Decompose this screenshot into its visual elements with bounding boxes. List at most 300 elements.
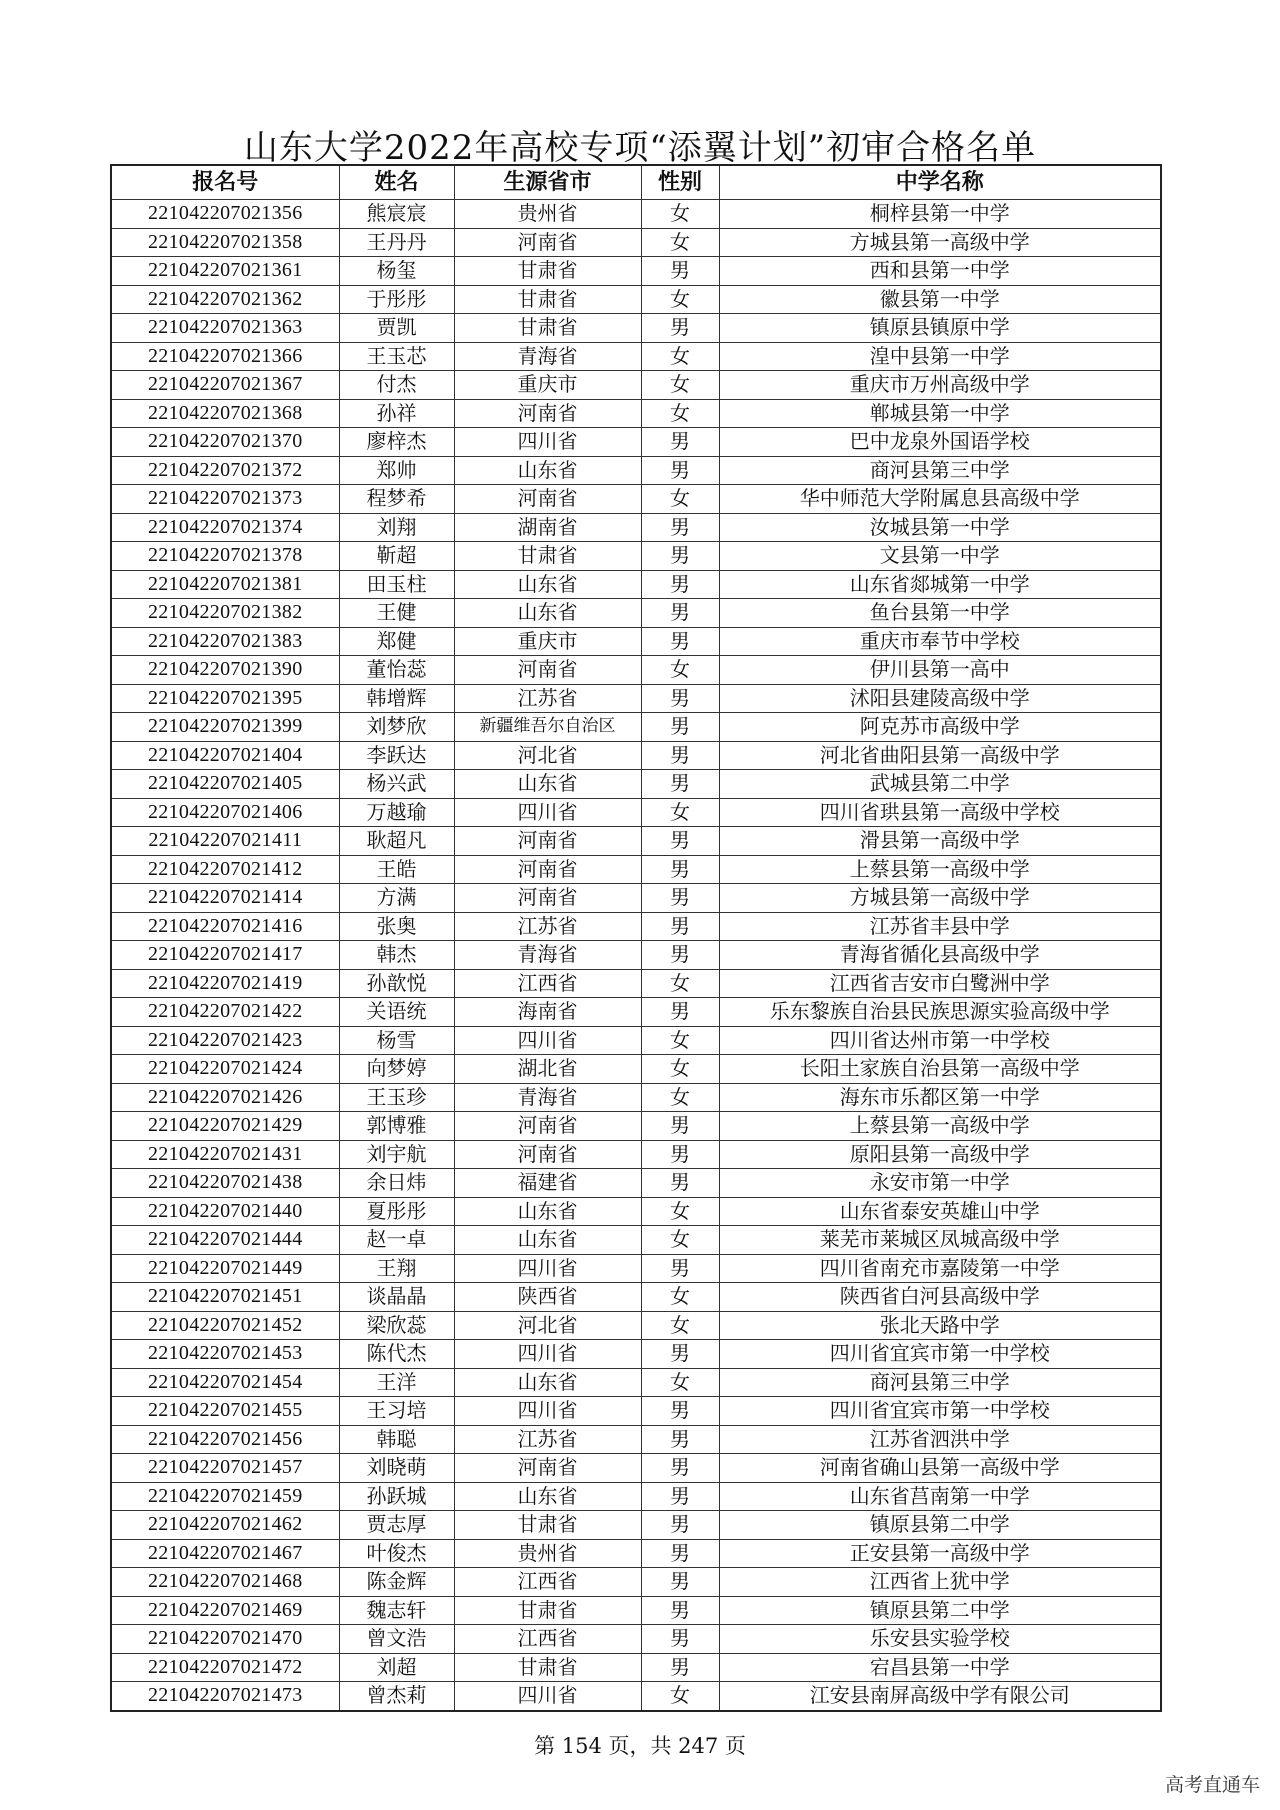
cell-province: 甘肃省	[454, 542, 641, 571]
table-row	[111, 1083, 1161, 1112]
cell-registration-number: 221042207021411	[111, 827, 339, 856]
cell-name: 向梦婷	[339, 1055, 454, 1084]
cell-school: 四川省宜宾市第一中学校	[719, 1340, 1161, 1369]
cell-province: 甘肃省	[454, 1653, 641, 1682]
cell-registration-number: 221042207021424	[111, 1055, 339, 1084]
cell-province: 新疆维吾尔自治区	[454, 713, 641, 742]
cell-gender: 男	[641, 1254, 719, 1283]
table-row	[111, 1140, 1161, 1169]
cell-gender: 男	[641, 1653, 719, 1682]
cell-name: 赵一卓	[339, 1226, 454, 1255]
table-row	[111, 969, 1161, 998]
cell-registration-number: 221042207021374	[111, 513, 339, 542]
cell-school: 江安县南屏高级中学有限公司	[719, 1682, 1161, 1711]
cell-registration-number: 221042207021416	[111, 912, 339, 941]
table-body	[111, 200, 1161, 1711]
cell-gender: 男	[641, 941, 719, 970]
cell-gender: 女	[641, 342, 719, 371]
table-row	[111, 1482, 1161, 1511]
table-row	[111, 1511, 1161, 1540]
cell-province: 河北省	[454, 741, 641, 770]
cell-school: 山东省莒南第一中学	[719, 1482, 1161, 1511]
cell-school: 武城县第二中学	[719, 770, 1161, 799]
table-row	[111, 371, 1161, 400]
cell-school: 重庆市奉节中学校	[719, 627, 1161, 656]
table-row	[111, 428, 1161, 457]
cell-gender: 男	[641, 713, 719, 742]
table-row	[111, 485, 1161, 514]
cell-province: 甘肃省	[454, 1596, 641, 1625]
cell-registration-number: 221042207021467	[111, 1539, 339, 1568]
cell-gender: 男	[641, 684, 719, 713]
cell-gender: 男	[641, 1539, 719, 1568]
cell-school: 原阳县第一高级中学	[719, 1140, 1161, 1169]
cell-province: 贵州省	[454, 1539, 641, 1568]
cell-province: 山东省	[454, 456, 641, 485]
cell-gender: 男	[641, 1112, 719, 1141]
cell-school: 上蔡县第一高级中学	[719, 1112, 1161, 1141]
cell-name: 刘超	[339, 1653, 454, 1682]
cell-province: 甘肃省	[454, 257, 641, 286]
cell-school: 重庆市万州高级中学	[719, 371, 1161, 400]
cell-school: 方城县第一高级中学	[719, 228, 1161, 257]
cell-name: 方满	[339, 884, 454, 913]
cell-school: 江西省上犹中学	[719, 1568, 1161, 1597]
cell-registration-number: 221042207021473	[111, 1682, 339, 1711]
cell-school: 镇原县第二中学	[719, 1511, 1161, 1540]
cell-gender: 男	[641, 1482, 719, 1511]
cell-province: 山东省	[454, 1482, 641, 1511]
cell-name: 廖梓杰	[339, 428, 454, 457]
cell-registration-number: 221042207021366	[111, 342, 339, 371]
table-row	[111, 1454, 1161, 1483]
cell-gender: 男	[641, 314, 719, 343]
cell-gender: 男	[641, 884, 719, 913]
cell-gender: 女	[641, 969, 719, 998]
table-row	[111, 1425, 1161, 1454]
table-row	[111, 1653, 1161, 1682]
table-row	[111, 513, 1161, 542]
cell-registration-number: 221042207021456	[111, 1425, 339, 1454]
table-row	[111, 855, 1161, 884]
column-header-registration-number: 报名号	[111, 165, 339, 200]
cell-school: 长阳土家族自治县第一高级中学	[719, 1055, 1161, 1084]
table-row	[111, 1340, 1161, 1369]
cell-gender: 女	[641, 1055, 719, 1084]
cell-school: 莱芜市莱城区凤城高级中学	[719, 1226, 1161, 1255]
cell-province: 江苏省	[454, 912, 641, 941]
cell-province: 山东省	[454, 1368, 641, 1397]
cell-name: 耿超凡	[339, 827, 454, 856]
column-header-gender: 性别	[641, 165, 719, 200]
cell-school: 永安市第一中学	[719, 1169, 1161, 1198]
column-header-province: 生源省市	[454, 165, 641, 200]
cell-school: 四川省珙县第一高级中学校	[719, 798, 1161, 827]
cell-name: 曾文浩	[339, 1625, 454, 1654]
cell-registration-number: 221042207021426	[111, 1083, 339, 1112]
cell-province: 山东省	[454, 770, 641, 799]
cell-school: 湟中县第一中学	[719, 342, 1161, 371]
table-row	[111, 656, 1161, 685]
cell-name: 曾杰莉	[339, 1682, 454, 1711]
cell-name: 张奥	[339, 912, 454, 941]
cell-gender: 女	[641, 1368, 719, 1397]
cell-registration-number: 221042207021373	[111, 485, 339, 514]
cell-province: 河南省	[454, 1140, 641, 1169]
cell-name: 杨雪	[339, 1026, 454, 1055]
cell-registration-number: 221042207021455	[111, 1397, 339, 1426]
cell-name: 孙跃城	[339, 1482, 454, 1511]
cell-registration-number: 221042207021361	[111, 257, 339, 286]
cell-gender: 男	[641, 542, 719, 571]
cell-name: 陈代杰	[339, 1340, 454, 1369]
cell-gender: 男	[641, 827, 719, 856]
cell-name: 谈晶晶	[339, 1283, 454, 1312]
cell-gender: 男	[641, 1425, 719, 1454]
cell-name: 付杰	[339, 371, 454, 400]
cell-school: 四川省南充市嘉陵第一中学	[719, 1254, 1161, 1283]
cell-province: 重庆市	[454, 627, 641, 656]
cell-registration-number: 221042207021422	[111, 998, 339, 1027]
cell-province: 河南省	[454, 855, 641, 884]
cell-registration-number: 221042207021414	[111, 884, 339, 913]
cell-province: 山东省	[454, 1226, 641, 1255]
table-row	[111, 713, 1161, 742]
cell-school: 商河县第三中学	[719, 1368, 1161, 1397]
table-row	[111, 798, 1161, 827]
cell-school: 滑县第一高级中学	[719, 827, 1161, 856]
cell-registration-number: 221042207021440	[111, 1197, 339, 1226]
cell-school: 镇原县第二中学	[719, 1596, 1161, 1625]
cell-name: 刘梦欣	[339, 713, 454, 742]
cell-registration-number: 221042207021390	[111, 656, 339, 685]
cell-gender: 男	[641, 770, 719, 799]
cell-gender: 女	[641, 399, 719, 428]
cell-gender: 女	[641, 1083, 719, 1112]
cell-registration-number: 221042207021438	[111, 1169, 339, 1198]
cell-registration-number: 221042207021431	[111, 1140, 339, 1169]
document-title: 山东大学2022年高校专项“添翼计划”初审合格名单	[243, 128, 1037, 168]
cell-school: 阿克苏市高级中学	[719, 713, 1161, 742]
cell-school: 方城县第一高级中学	[719, 884, 1161, 913]
cell-school: 正安县第一高级中学	[719, 1539, 1161, 1568]
cell-gender: 男	[641, 257, 719, 286]
cell-name: 王习培	[339, 1397, 454, 1426]
table-row	[111, 1397, 1161, 1426]
page-number-footer: 第 154 页，共 247 页	[534, 1734, 746, 1758]
cell-registration-number: 221042207021454	[111, 1368, 339, 1397]
cell-name: 靳超	[339, 542, 454, 571]
cell-school: 江苏省丰县中学	[719, 912, 1161, 941]
cell-registration-number: 221042207021462	[111, 1511, 339, 1540]
cell-school: 镇原县镇原中学	[719, 314, 1161, 343]
cell-school: 宕昌县第一中学	[719, 1653, 1161, 1682]
cell-province: 江西省	[454, 1625, 641, 1654]
cell-registration-number: 221042207021469	[111, 1596, 339, 1625]
table-row	[111, 1169, 1161, 1198]
column-header-name: 姓名	[339, 165, 454, 200]
cell-school: 鱼台县第一中学	[719, 599, 1161, 628]
cell-registration-number: 221042207021405	[111, 770, 339, 799]
table-row	[111, 1254, 1161, 1283]
cell-registration-number: 221042207021470	[111, 1625, 339, 1654]
table-row	[111, 1596, 1161, 1625]
cell-province: 湖北省	[454, 1055, 641, 1084]
cell-gender: 女	[641, 1197, 719, 1226]
cell-registration-number: 221042207021395	[111, 684, 339, 713]
cell-province: 河南省	[454, 827, 641, 856]
table-row	[111, 570, 1161, 599]
cell-province: 青海省	[454, 941, 641, 970]
cell-gender: 男	[641, 1454, 719, 1483]
cell-gender: 女	[641, 371, 719, 400]
cell-name: 贾凯	[339, 314, 454, 343]
cell-registration-number: 221042207021468	[111, 1568, 339, 1597]
cell-name: 郭博雅	[339, 1112, 454, 1141]
cell-gender: 男	[641, 741, 719, 770]
cell-name: 董怡蕊	[339, 656, 454, 685]
cell-gender: 男	[641, 1397, 719, 1426]
cell-school: 江西省吉安市白鹭洲中学	[719, 969, 1161, 998]
cell-school: 上蔡县第一高级中学	[719, 855, 1161, 884]
cell-province: 河南省	[454, 1112, 641, 1141]
cell-name: 程梦希	[339, 485, 454, 514]
cell-registration-number: 221042207021363	[111, 314, 339, 343]
cell-registration-number: 221042207021378	[111, 542, 339, 571]
cell-registration-number: 221042207021367	[111, 371, 339, 400]
cell-gender: 女	[641, 1283, 719, 1312]
cell-registration-number: 221042207021423	[111, 1026, 339, 1055]
cell-name: 王丹丹	[339, 228, 454, 257]
cell-province: 青海省	[454, 342, 641, 371]
table-row	[111, 1112, 1161, 1141]
cell-gender: 男	[641, 998, 719, 1027]
cell-province: 河南省	[454, 399, 641, 428]
cell-school: 文县第一中学	[719, 542, 1161, 571]
cell-name: 于彤彤	[339, 285, 454, 314]
cell-name: 王玉芯	[339, 342, 454, 371]
cell-name: 刘翔	[339, 513, 454, 542]
cell-registration-number: 221042207021382	[111, 599, 339, 628]
cell-name: 魏志轩	[339, 1596, 454, 1625]
cell-name: 王皓	[339, 855, 454, 884]
cell-school: 西和县第一中学	[719, 257, 1161, 286]
cell-gender: 女	[641, 485, 719, 514]
cell-name: 孙歆悦	[339, 969, 454, 998]
cell-name: 刘晓萌	[339, 1454, 454, 1483]
table-row	[111, 200, 1161, 229]
cell-registration-number: 221042207021452	[111, 1311, 339, 1340]
cell-gender: 男	[641, 627, 719, 656]
cell-school: 汝城县第一中学	[719, 513, 1161, 542]
cell-registration-number: 221042207021419	[111, 969, 339, 998]
cell-gender: 女	[641, 1311, 719, 1340]
cell-registration-number: 221042207021368	[111, 399, 339, 428]
cell-province: 青海省	[454, 1083, 641, 1112]
column-header-school: 中学名称	[719, 165, 1161, 200]
cell-registration-number: 221042207021404	[111, 741, 339, 770]
table-row	[111, 1568, 1161, 1597]
table-row	[111, 1625, 1161, 1654]
cell-registration-number: 221042207021444	[111, 1226, 339, 1255]
cell-province: 江西省	[454, 969, 641, 998]
cell-school: 四川省达州市第一中学校	[719, 1026, 1161, 1055]
cell-gender: 女	[641, 1026, 719, 1055]
cell-province: 山东省	[454, 599, 641, 628]
cell-gender: 男	[641, 1596, 719, 1625]
watermark-text: 高考直通车	[1164, 1774, 1260, 1796]
table-row	[111, 1197, 1161, 1226]
cell-province: 河南省	[454, 228, 641, 257]
cell-gender: 男	[641, 456, 719, 485]
cell-province: 四川省	[454, 798, 641, 827]
cell-name: 王健	[339, 599, 454, 628]
cell-school: 巴中龙泉外国语学校	[719, 428, 1161, 457]
cell-registration-number: 221042207021412	[111, 855, 339, 884]
cell-name: 杨玺	[339, 257, 454, 286]
cell-province: 贵州省	[454, 200, 641, 229]
table-row	[111, 770, 1161, 799]
cell-province: 海南省	[454, 998, 641, 1027]
cell-name: 余日炜	[339, 1169, 454, 1198]
cell-province: 四川省	[454, 428, 641, 457]
cell-name: 刘宇航	[339, 1140, 454, 1169]
cell-registration-number: 221042207021417	[111, 941, 339, 970]
cell-gender: 女	[641, 285, 719, 314]
cell-registration-number: 221042207021472	[111, 1653, 339, 1682]
cell-name: 熊宸宸	[339, 200, 454, 229]
cell-name: 韩杰	[339, 941, 454, 970]
cell-school: 乐安县实验学校	[719, 1625, 1161, 1654]
table-row	[111, 257, 1161, 286]
cell-registration-number: 221042207021372	[111, 456, 339, 485]
cell-school: 河北省曲阳县第一高级中学	[719, 741, 1161, 770]
cell-gender: 女	[641, 1682, 719, 1711]
cell-school: 伊川县第一高中	[719, 656, 1161, 685]
cell-school: 沭阳县建陵高级中学	[719, 684, 1161, 713]
cell-name: 陈金辉	[339, 1568, 454, 1597]
table-row	[111, 941, 1161, 970]
cell-province: 四川省	[454, 1340, 641, 1369]
cell-gender: 男	[641, 1511, 719, 1540]
cell-name: 关语统	[339, 998, 454, 1027]
cell-province: 江苏省	[454, 684, 641, 713]
cell-name: 孙祥	[339, 399, 454, 428]
cell-gender: 男	[641, 513, 719, 542]
cell-registration-number: 221042207021429	[111, 1112, 339, 1141]
cell-name: 夏彤彤	[339, 1197, 454, 1226]
cell-school: 徽县第一中学	[719, 285, 1161, 314]
cell-name: 韩增辉	[339, 684, 454, 713]
cell-school: 江苏省泗洪中学	[719, 1425, 1161, 1454]
cell-school: 海东市乐都区第一中学	[719, 1083, 1161, 1112]
cell-name: 郑健	[339, 627, 454, 656]
cell-province: 山东省	[454, 1197, 641, 1226]
table-row	[111, 342, 1161, 371]
cell-name: 杨兴武	[339, 770, 454, 799]
cell-school: 郸城县第一中学	[719, 399, 1161, 428]
cell-province: 河北省	[454, 1311, 641, 1340]
cell-gender: 女	[641, 200, 719, 229]
cell-gender: 男	[641, 912, 719, 941]
table-row	[111, 684, 1161, 713]
cell-province: 甘肃省	[454, 285, 641, 314]
cell-gender: 女	[641, 1226, 719, 1255]
cell-gender: 男	[641, 1140, 719, 1169]
table-header-row	[111, 165, 1161, 200]
table-row	[111, 1026, 1161, 1055]
table-row	[111, 456, 1161, 485]
cell-gender: 男	[641, 1169, 719, 1198]
cell-school: 华中师范大学附属息县高级中学	[719, 485, 1161, 514]
cell-gender: 男	[641, 1625, 719, 1654]
table-row	[111, 998, 1161, 1027]
table-row	[111, 741, 1161, 770]
cell-gender: 男	[641, 855, 719, 884]
cell-province: 重庆市	[454, 371, 641, 400]
cell-province: 山东省	[454, 570, 641, 599]
cell-name: 王翔	[339, 1254, 454, 1283]
cell-name: 梁欣蕊	[339, 1311, 454, 1340]
cell-registration-number: 221042207021356	[111, 200, 339, 229]
table-row	[111, 1539, 1161, 1568]
table-row	[111, 912, 1161, 941]
cell-province: 河南省	[454, 485, 641, 514]
cell-province: 陕西省	[454, 1283, 641, 1312]
table-row	[111, 599, 1161, 628]
cell-name: 王玉珍	[339, 1083, 454, 1112]
cell-gender: 女	[641, 228, 719, 257]
table-row	[111, 285, 1161, 314]
cell-gender: 男	[641, 428, 719, 457]
cell-gender: 女	[641, 656, 719, 685]
cell-registration-number: 221042207021362	[111, 285, 339, 314]
cell-registration-number: 221042207021406	[111, 798, 339, 827]
cell-name: 万越瑜	[339, 798, 454, 827]
cell-school: 山东省泰安英雄山中学	[719, 1197, 1161, 1226]
table-row	[111, 1368, 1161, 1397]
cell-gender: 男	[641, 570, 719, 599]
table-row	[111, 228, 1161, 257]
cell-registration-number: 221042207021370	[111, 428, 339, 457]
cell-school: 桐梓县第一中学	[719, 200, 1161, 229]
table-row	[111, 827, 1161, 856]
cell-registration-number: 221042207021451	[111, 1283, 339, 1312]
table-row	[111, 1311, 1161, 1340]
cell-registration-number: 221042207021383	[111, 627, 339, 656]
cell-school: 乐东黎族自治县民族思源实验高级中学	[719, 998, 1161, 1027]
cell-province: 江苏省	[454, 1425, 641, 1454]
cell-name: 贾志厚	[339, 1511, 454, 1540]
cell-province: 江西省	[454, 1568, 641, 1597]
cell-name: 李跃达	[339, 741, 454, 770]
cell-name: 田玉柱	[339, 570, 454, 599]
cell-name: 郑帅	[339, 456, 454, 485]
cell-registration-number: 221042207021399	[111, 713, 339, 742]
cell-school: 河南省确山县第一高级中学	[719, 1454, 1161, 1483]
cell-name: 叶俊杰	[339, 1539, 454, 1568]
roster-table	[110, 164, 1162, 1712]
table-row	[111, 627, 1161, 656]
cell-gender: 男	[641, 599, 719, 628]
cell-school: 山东省郯城第一中学	[719, 570, 1161, 599]
cell-registration-number: 221042207021453	[111, 1340, 339, 1369]
cell-name: 韩聪	[339, 1425, 454, 1454]
cell-school: 商河县第三中学	[719, 456, 1161, 485]
table-row	[111, 1682, 1161, 1711]
table-row	[111, 884, 1161, 913]
cell-registration-number: 221042207021449	[111, 1254, 339, 1283]
